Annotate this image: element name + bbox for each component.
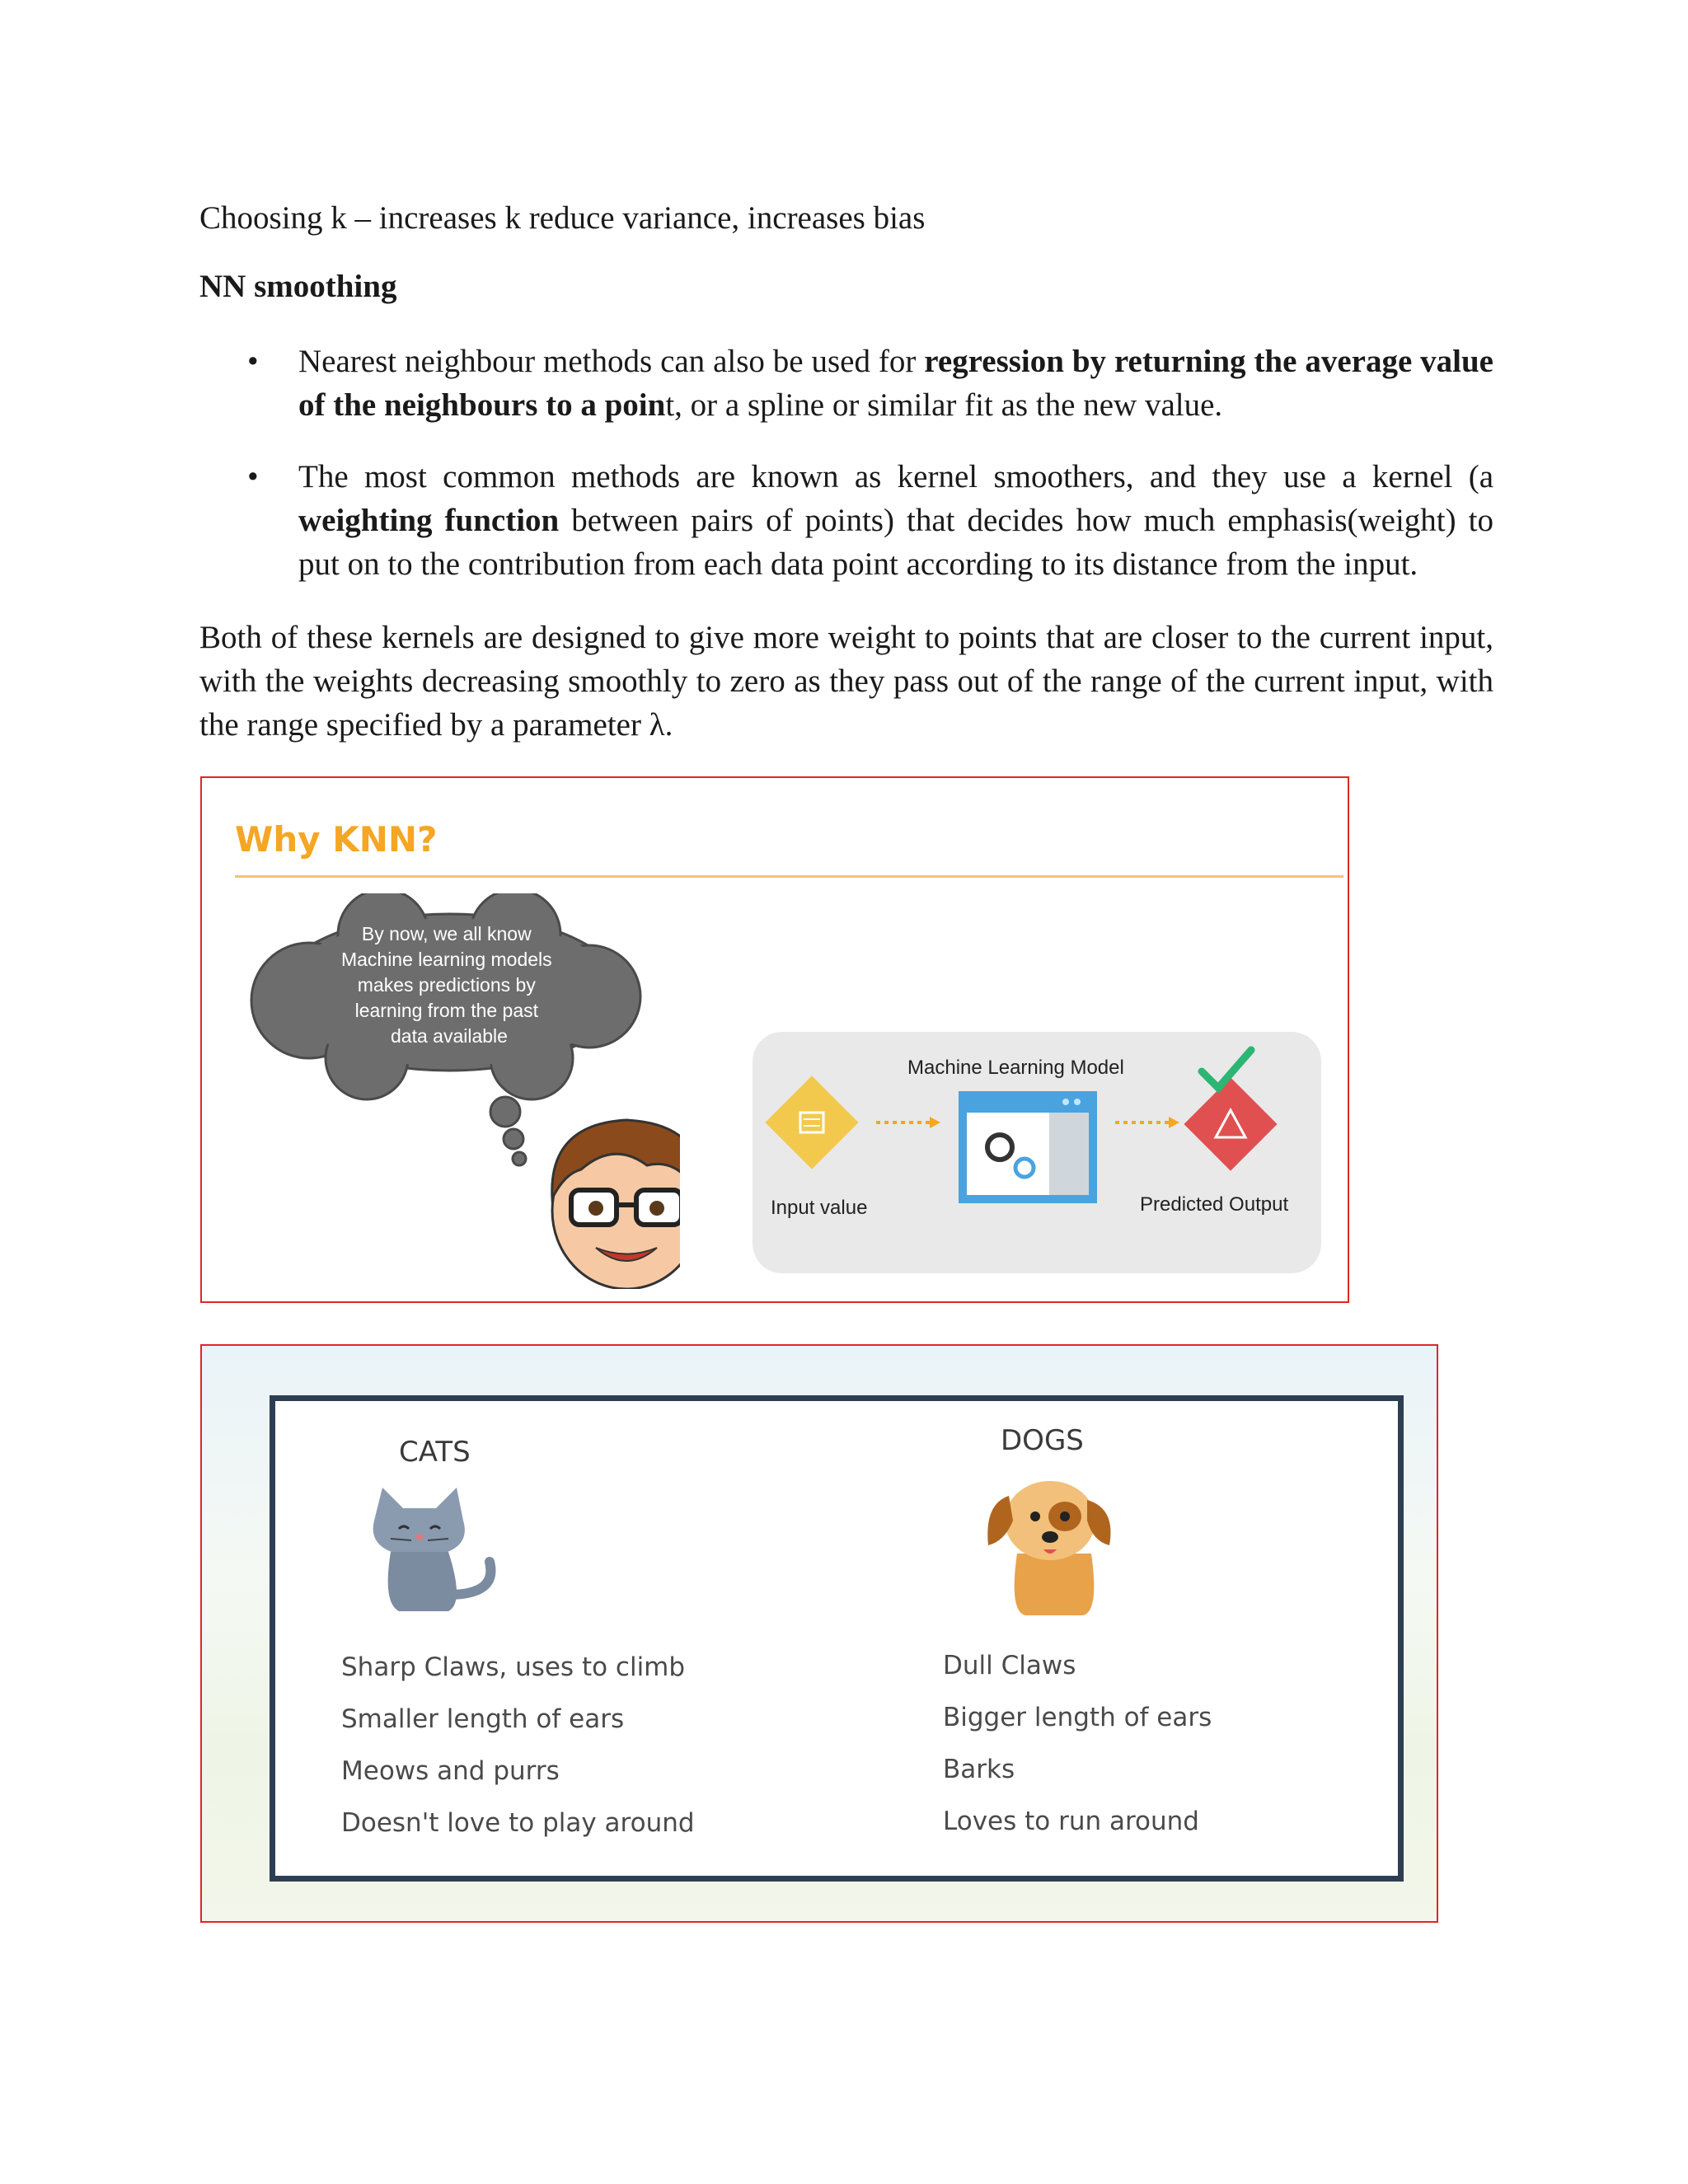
dog-trait: Dull Claws (943, 1651, 1076, 1680)
thought-dot (513, 1152, 526, 1165)
bullet-text-bold: regression by returning the average value of the neighbours to a poin (298, 344, 1493, 423)
cat-trait: Sharp Claws, uses to climb (341, 1652, 686, 1682)
cat-icon (358, 1479, 506, 1619)
comparison-board (270, 1395, 1404, 1882)
dog-trait: Loves to run around (943, 1807, 1199, 1836)
cats-title: CATS (399, 1436, 471, 1469)
ml-model-label: Machine Learning Model (907, 1057, 1124, 1079)
dog-icon (968, 1471, 1132, 1619)
cat-trait: Smaller length of ears (341, 1704, 625, 1734)
input-value-label: Input value (771, 1197, 868, 1219)
dog-trait: Barks (943, 1755, 1015, 1784)
bubble-text: By now, we all know Machine learning models makes predictions by learning from the past data available (340, 923, 552, 1047)
cat-trait: Doesn't love to play around (341, 1808, 695, 1838)
closing-text: Both of these kernels are designed to give more weight to points that are closer to the current input, with the weights decreasing smoothly to zero as they pass out of the range of the current input, with the range specified by a parameter λ. (199, 620, 1493, 743)
bullet-text (298, 340, 1493, 427)
figure-title: Why KNN? (235, 819, 438, 860)
thought-bubble-illustration (218, 893, 680, 1289)
bullet-item (247, 340, 1493, 427)
bullet-item (247, 455, 1493, 586)
input-diamond-icon (765, 1076, 858, 1169)
boy-avatar-icon (552, 1120, 680, 1289)
ml-pipeline-panel (753, 1032, 1321, 1273)
intro-text: Choosing k – increases k reduce variance, increases bias (199, 200, 926, 236)
cats-dogs-figure (200, 1344, 1438, 1923)
bullet-text-regular: t, or a spline or similar fit as the new value. (665, 387, 1223, 423)
cat-trait: Meows and purrs (341, 1756, 560, 1786)
checkmark-icon (1202, 1050, 1251, 1088)
thought-dot (504, 1129, 523, 1149)
bullet-text-bold: weighting function (298, 503, 560, 538)
bullet-text-regular: between pairs of points) that decides how much emphasis(weight) to put on to the contribution from each data point according to its distance from the input. (298, 503, 1494, 582)
output-diamond-icon (1184, 1077, 1277, 1170)
bullet-text-regular: The most common methods are known as kernel smoothers, and they use a kernel (a (298, 459, 1493, 494)
predicted-output-label: Predicted Output (1140, 1193, 1289, 1216)
bullet-text-regular: Nearest neighbour methods can also be used for (298, 344, 925, 379)
bullet-marker: • (247, 459, 259, 494)
why-knn-figure (200, 776, 1349, 1303)
dog-trait: Bigger length of ears (943, 1703, 1212, 1732)
pipeline-diagram (753, 1032, 1321, 1273)
dogs-title: DOGS (1001, 1424, 1084, 1457)
title-divider (235, 875, 1343, 878)
bullet-marker: • (247, 344, 259, 379)
section-heading: NN smoothing (199, 269, 397, 304)
thought-dot (490, 1097, 520, 1127)
bullet-text (298, 455, 1493, 586)
